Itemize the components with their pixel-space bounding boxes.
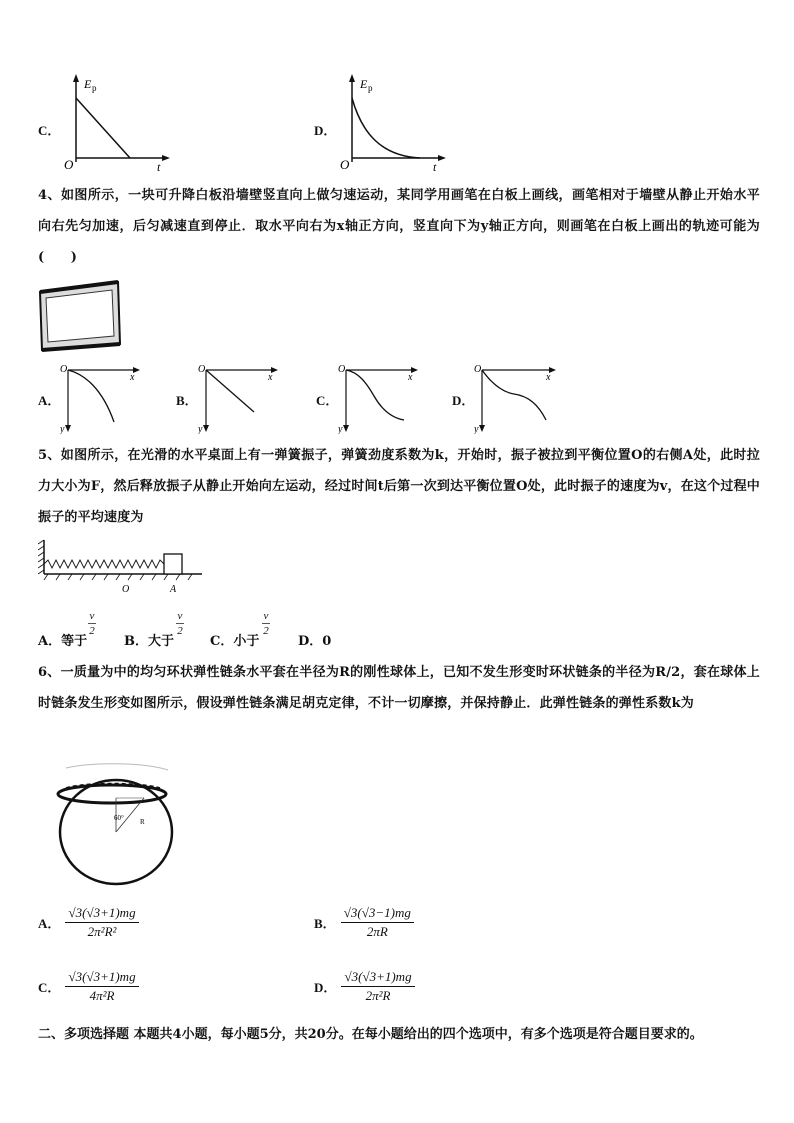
q3c-origin: O bbox=[64, 157, 74, 172]
q5-frac-c-den: 2 bbox=[263, 625, 269, 637]
q4a-x: x bbox=[130, 372, 135, 383]
question-4-text: 4、如图所示，一块可升降白板沿墙壁竖直向上做匀速运动，某同学用画笔在白板上画线，画笔相对于墙壁从静止开始水平向右先匀加速，后匀减速直到停止．取水平向右为x轴正方向，竖直向下为y轴正方向，则画笔在白板上画出的轨迹可能为( ) bbox=[38, 188, 760, 265]
question-6-text: 6、一质量为中的均匀环状弹性链条水平套在半径为R的刚性球体上，已知不发生形变时环状链条的半径为R/2，套在球体上时链条发生形变如图所示，假设弹性链条满足胡克定律，不计一切摩擦，并保持静止．此弹性链条的弹性系数k为 bbox=[38, 665, 760, 711]
q6-options bbox=[38, 905, 758, 1015]
q4c-y: y bbox=[338, 424, 343, 434]
q4-option-d-label: D． bbox=[452, 393, 475, 408]
q6-option-c-frac bbox=[65, 969, 138, 1004]
q4-graph-c bbox=[338, 364, 418, 434]
q3d-xlabel: t bbox=[433, 160, 437, 172]
q4-graph-d bbox=[474, 364, 558, 434]
q6-c-den: 4π²R bbox=[89, 988, 115, 1003]
q5-fig-o: O bbox=[122, 584, 130, 595]
q6-fig-r: R bbox=[140, 818, 145, 826]
q4-option-b-label: B． bbox=[176, 393, 198, 408]
q6-d-num: √3(√3+1)mg bbox=[341, 969, 414, 987]
q5-option-c: C．小于 bbox=[210, 634, 260, 649]
q5-options bbox=[38, 610, 358, 649]
q6-c-num: √3(√3+1)mg bbox=[65, 969, 138, 987]
question-5-text: 5、如图所示，在光滑的水平桌面上有一弹簧振子，弹簧劲度系数为k，开始时，振子被拉到平衡位置O的右侧A处，此时拉力大小为F，然后释放振子从静止开始向左运动，经过时间t后第一次到达平衡位置O处，此时振子的速度为v，在这个过程中振子的平均速度为 bbox=[38, 448, 760, 525]
q3c-xlabel: t bbox=[157, 160, 161, 172]
q4-graph-b bbox=[198, 364, 278, 434]
section-2-heading: 二、多项选择题 本题共4小题，每小题5分，共20分。在每小题给出的四个选项中，有多个选项是符合题目要求的。 bbox=[38, 1027, 703, 1042]
q6-option-c bbox=[38, 969, 139, 1004]
q5-frac-b-den: 2 bbox=[177, 625, 183, 637]
q3d-ysub: p bbox=[368, 83, 373, 93]
q3d-origin: O bbox=[340, 157, 350, 172]
q4d-x: x bbox=[546, 372, 551, 383]
q3-option-c-label: C． bbox=[38, 123, 61, 138]
q6-a-num: √3(√3+1)mg bbox=[65, 905, 138, 923]
q6-d-den: 2π²R bbox=[365, 988, 391, 1003]
q5-spring-figure bbox=[38, 534, 208, 596]
q6-sphere-figure bbox=[52, 760, 182, 886]
q3c-ylabel: E bbox=[84, 77, 92, 91]
q6-option-a-label: A． bbox=[38, 916, 61, 931]
q4c-x: x bbox=[408, 372, 413, 383]
q6-option-d-frac bbox=[341, 969, 414, 1004]
q6-b-den: 2πR bbox=[366, 924, 388, 939]
q4-option-a-label: A． bbox=[38, 393, 61, 408]
q6-b-num: √3(√3−1)mg bbox=[341, 905, 414, 923]
q3-graph-d bbox=[336, 72, 446, 172]
q5-frac-c-num: v bbox=[263, 610, 269, 622]
q4d-y: y bbox=[474, 424, 479, 434]
q6-option-b bbox=[314, 905, 414, 940]
q6-option-d-label: D． bbox=[314, 980, 337, 995]
q4d-origin: O bbox=[474, 364, 482, 375]
q4-option-c-label: C． bbox=[316, 393, 339, 408]
q3-option-d-label: D． bbox=[314, 123, 337, 138]
q5-frac-a bbox=[88, 610, 96, 637]
q5-frac-b-num: v bbox=[177, 610, 183, 622]
q4-graph-a bbox=[60, 364, 140, 434]
q5-frac-b bbox=[176, 610, 184, 637]
q6-option-b-frac bbox=[341, 905, 414, 940]
q5-option-a: A．等于 bbox=[38, 634, 88, 649]
q6-option-a bbox=[38, 905, 139, 940]
q4-whiteboard-figure bbox=[38, 278, 124, 352]
q6-option-c-label: C． bbox=[38, 980, 61, 995]
q6-a-den: 2π²R² bbox=[87, 924, 117, 939]
q6-option-a-frac bbox=[65, 905, 138, 940]
q5-fig-a: A bbox=[170, 584, 177, 595]
q6-option-b-label: B． bbox=[314, 916, 336, 931]
q3d-ylabel: E bbox=[360, 77, 368, 91]
q5-option-d: D．0 bbox=[298, 634, 332, 649]
q3-graph-c bbox=[60, 72, 170, 172]
q4b-x: x bbox=[268, 372, 273, 383]
q4b-y: y bbox=[198, 424, 203, 434]
q4b-origin: O bbox=[198, 364, 206, 375]
q6-option-d bbox=[314, 969, 415, 1004]
q6-fig-angle: 60° bbox=[114, 814, 124, 822]
q4a-origin: O bbox=[60, 364, 68, 375]
q3c-ysub: p bbox=[92, 83, 97, 93]
q5-option-b: B．大于 bbox=[124, 634, 174, 649]
q5-frac-a-den: 2 bbox=[89, 625, 95, 637]
q4c-origin: O bbox=[338, 364, 346, 375]
q4a-y: y bbox=[60, 424, 65, 434]
q5-frac-a-num: v bbox=[89, 610, 95, 622]
q5-frac-c bbox=[262, 610, 270, 637]
